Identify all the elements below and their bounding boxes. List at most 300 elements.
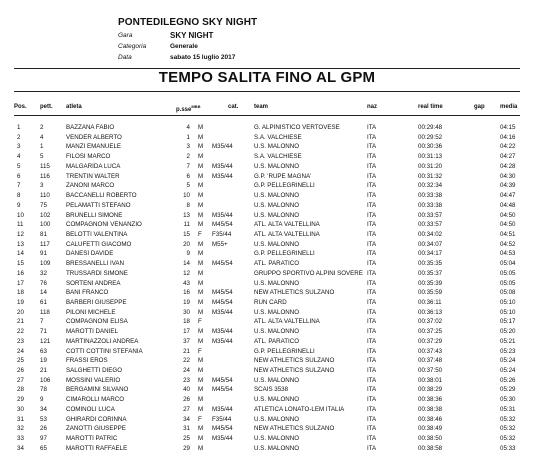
cell-pos: 20 <box>17 308 24 316</box>
cell-pos: 22 <box>17 328 24 336</box>
table-row <box>0 289 534 298</box>
cell-time: 00:37:29 <box>418 337 443 345</box>
cell-time: 00:35:59 <box>418 289 443 297</box>
cell-pos: 9 <box>17 201 21 209</box>
cell-time: 00:36:13 <box>418 308 443 316</box>
cell-pos: 23 <box>17 337 24 345</box>
cell-sex: M <box>198 192 204 199</box>
cell-atleta: MANZI EMANUELE <box>66 143 122 151</box>
cell-time: 00:38:46 <box>418 415 443 423</box>
cell-media: 05:10 <box>500 308 516 316</box>
cell-team: U.S. MALONNO <box>254 308 300 316</box>
cell-pasec: 24 <box>183 367 190 374</box>
cell-time: 00:37:02 <box>418 318 443 326</box>
cell-time: 00:33:57 <box>418 221 443 229</box>
cell-pasec: 31 <box>183 425 190 433</box>
cell-sex: M <box>198 124 204 131</box>
col-cat: cat. <box>228 104 239 110</box>
cell-naz: ITA <box>367 133 377 141</box>
cell-atleta: PILONI MICHELE <box>66 308 116 316</box>
cell-team: U.S. MALONNO <box>254 143 300 151</box>
cell-cat: M45/54 <box>212 376 233 384</box>
cell-time: 00:38:01 <box>418 376 443 384</box>
cell-pos: 11 <box>17 221 24 229</box>
cell-team: U.S. MALONNO <box>254 444 300 452</box>
cell-naz: ITA <box>367 328 377 336</box>
cell-atleta: BANI FRANCO <box>66 289 109 297</box>
cell-pett: 116 <box>40 172 50 180</box>
date-label: Data <box>118 54 132 61</box>
cell-naz: ITA <box>367 250 377 258</box>
cell-pett: 63 <box>40 347 47 355</box>
cell-pett: 7 <box>40 318 44 326</box>
cell-team: ATL. PARATICO <box>254 337 300 345</box>
cell-atleta: BRUNELLI SIMONE <box>66 211 123 219</box>
cell-pos: 31 <box>17 415 24 423</box>
cell-cat: M35/44 <box>212 172 233 180</box>
cell-pos: 14 <box>17 250 24 258</box>
event-title: PONTEDILEGNO SKY NIGHT <box>118 17 258 28</box>
cell-team: NEW ATHLETICS SULZANO <box>254 289 335 297</box>
table-row <box>0 143 534 152</box>
cell-time: 00:37:25 <box>418 328 443 336</box>
cell-sex: M <box>198 425 204 433</box>
col-atleta: atleta <box>66 104 82 110</box>
cell-media: 04:16 <box>500 133 516 141</box>
cell-pasec: 18 <box>183 318 190 326</box>
cell-atleta: SALGHETTI DIEGO <box>66 367 123 374</box>
cell-pasec: 19 <box>183 299 190 306</box>
cell-time: 00:34:02 <box>418 230 443 238</box>
cell-media: 05:26 <box>500 376 516 384</box>
cell-pasec: 34 <box>183 415 190 423</box>
cell-team: U.S. MALONNO <box>254 435 300 442</box>
cell-cat: M35/44 <box>212 308 233 316</box>
col-pett: pett. <box>40 104 53 110</box>
cell-pasec: 30 <box>183 308 190 316</box>
cell-pasec: 2 <box>186 153 190 161</box>
cell-media: 04:15 <box>500 124 516 131</box>
cell-atleta: CIMAROLLI MARCO <box>66 396 125 404</box>
cell-atleta: COMPAGNONI VENANZIO <box>66 221 142 229</box>
cell-naz: ITA <box>367 425 377 433</box>
cell-pasec: 3 <box>186 143 190 151</box>
cell-time: 00:33:38 <box>418 201 443 209</box>
cell-naz: ITA <box>367 415 377 423</box>
page-title: TEMPO SALITA FINO AL GPM <box>158 69 376 86</box>
col-naz: naz <box>367 104 378 110</box>
cell-pett: 76 <box>40 279 47 287</box>
col-pasec <box>176 104 200 113</box>
cell-naz: ITA <box>367 124 377 131</box>
table-row <box>0 416 534 425</box>
cell-time: 00:33:57 <box>418 211 443 219</box>
cell-cat: M35/44 <box>212 143 233 151</box>
cell-sex: F <box>198 318 202 326</box>
cell-time: 00:37:50 <box>418 367 443 374</box>
cell-cat: M45/54 <box>212 289 233 297</box>
col-pasec-label: p.sse <box>176 107 192 113</box>
cell-pos: 19 <box>17 299 24 306</box>
cell-team: U.S. MALONNO <box>254 201 300 209</box>
cell-naz: ITA <box>367 143 377 151</box>
cell-pasec: 22 <box>183 357 190 365</box>
cell-pos: 18 <box>17 289 24 297</box>
cell-naz: ITA <box>367 201 377 209</box>
cell-atleta: BERGAMINI SILVANO <box>66 386 129 394</box>
cell-sex: M <box>198 405 204 413</box>
cell-pos: 7 <box>17 182 21 190</box>
cell-media: 04:27 <box>500 153 516 161</box>
cell-cat: F35/44 <box>212 230 232 238</box>
cell-sex: M <box>198 357 204 365</box>
cell-team: SCAIS 3538 <box>254 386 289 394</box>
cell-sex: M <box>198 211 204 219</box>
cell-naz: ITA <box>367 192 377 199</box>
cell-sex: M <box>198 308 204 316</box>
cell-team: G.P. PELLEGRINELLI <box>254 347 315 355</box>
table-row <box>0 299 534 308</box>
cell-team: ATL. ALTA VALTELLINA <box>254 318 320 326</box>
cell-cat: M35/44 <box>212 328 233 336</box>
cell-time: 00:29:52 <box>418 133 443 141</box>
cell-naz: ITA <box>367 221 377 229</box>
cell-team: G. ALPINISTICO VERTOVESE <box>254 124 340 131</box>
cell-time: 00:32:34 <box>418 182 443 190</box>
cell-media: 05:30 <box>500 396 516 404</box>
cell-pos: 25 <box>17 357 24 365</box>
cell-pasec: 16 <box>183 289 190 297</box>
cell-pasec: 27 <box>183 405 190 413</box>
table-row <box>0 153 534 162</box>
cell-atleta: GHIRARDI CORINNA <box>66 415 127 423</box>
cell-cat: M45/54 <box>212 386 233 394</box>
cell-team: U.S. MALONNO <box>254 396 300 404</box>
cell-atleta: COTTI COTTINI STEFANIA <box>66 347 143 355</box>
cell-sex: M <box>198 221 204 229</box>
cell-pett: 110 <box>40 192 50 199</box>
cell-pett: 61 <box>40 299 47 306</box>
cell-media: 04:53 <box>500 250 516 258</box>
cell-media: 04:47 <box>500 192 516 199</box>
cell-pett: 118 <box>40 308 50 316</box>
table-row <box>0 386 534 395</box>
cell-pos: 10 <box>17 211 24 219</box>
header-divider <box>14 115 520 116</box>
cell-media: 05:20 <box>500 328 516 336</box>
cell-sex: M <box>198 444 204 452</box>
cell-team: ATLETICA LONATO-LEM ITALIA <box>254 405 345 413</box>
cell-pett: 71 <box>40 328 47 336</box>
cell-atleta: COMPAGNONI ELISA <box>66 318 128 326</box>
cell-sex: M <box>198 153 204 161</box>
table-row <box>0 212 534 221</box>
cell-pos: 13 <box>17 240 24 248</box>
cell-pett: 75 <box>40 201 47 209</box>
cell-team: U.S. MALONNO <box>254 415 300 423</box>
cell-cat: F35/44 <box>212 415 232 423</box>
cell-media: 05:17 <box>500 318 516 326</box>
cell-media: 05:33 <box>500 444 516 452</box>
cell-naz: ITA <box>367 269 377 277</box>
title-divider <box>14 91 520 92</box>
cell-naz: ITA <box>367 162 377 170</box>
cell-cat: M55+ <box>212 240 228 248</box>
cell-media: 05:10 <box>500 299 516 306</box>
cell-atleta: BACCANELLI ROBERTO <box>66 192 137 199</box>
cell-naz: ITA <box>367 299 377 306</box>
cell-pasec: 9 <box>186 250 190 258</box>
cell-team: NEW ATHLETICS SULZANO <box>254 367 335 374</box>
cell-time: 00:38:49 <box>418 425 443 433</box>
cell-time: 00:37:48 <box>418 357 443 365</box>
cell-sex: M <box>198 299 204 306</box>
cell-naz: ITA <box>367 386 377 394</box>
cell-time: 00:30:36 <box>418 143 443 151</box>
table-row <box>0 134 534 143</box>
cell-pett: 121 <box>40 337 51 345</box>
cell-pos: 24 <box>17 347 24 355</box>
cell-sex: M <box>198 367 204 374</box>
table-row <box>0 445 534 454</box>
cell-naz: ITA <box>367 182 377 190</box>
table-row <box>0 318 534 327</box>
table-row <box>0 231 534 240</box>
table-row <box>0 425 534 434</box>
cell-media: 04:51 <box>500 230 516 238</box>
cell-atleta: VENDER ALBERTO <box>66 133 122 141</box>
cell-pett: 53 <box>40 415 47 423</box>
cell-cat: M35/44 <box>212 211 233 219</box>
cell-atleta: DANESI DAVIDE <box>66 250 114 258</box>
cell-media: 05:32 <box>500 415 516 423</box>
cell-media: 05:05 <box>500 269 516 277</box>
cell-pos: 3 <box>17 143 21 151</box>
cell-sex: M <box>198 396 204 404</box>
cell-pos: 2 <box>17 133 21 141</box>
cell-pasec: 8 <box>186 201 190 209</box>
cell-pos: 17 <box>17 279 24 287</box>
cell-pos: 12 <box>17 230 24 238</box>
cell-naz: ITA <box>367 396 377 404</box>
cell-pasec: 40 <box>183 386 190 394</box>
cell-media: 05:05 <box>500 279 516 287</box>
cell-media: 04:28 <box>500 162 516 170</box>
cell-cat: M45/54 <box>212 221 233 229</box>
cell-time: 00:31:13 <box>418 153 443 161</box>
cell-atleta: MAROTTI PATRIC <box>66 435 118 442</box>
table-row <box>0 338 534 347</box>
cell-sex: F <box>198 230 202 238</box>
cell-time: 00:34:17 <box>418 250 443 258</box>
cell-atleta: ZANONI MARCO <box>66 182 115 190</box>
cell-naz: ITA <box>367 357 377 365</box>
table-row <box>0 406 534 415</box>
cell-naz: ITA <box>367 337 377 345</box>
cell-atleta: MALGARIDA LUCA <box>66 162 121 170</box>
cell-naz: ITA <box>367 367 377 374</box>
cell-media: 04:50 <box>500 211 516 219</box>
cell-time: 00:29:48 <box>418 124 443 131</box>
cell-sex: M <box>198 143 204 151</box>
cell-pasec: 21 <box>183 347 190 355</box>
cell-pasec: 26 <box>183 396 190 404</box>
cell-pett: 106 <box>40 376 51 384</box>
cell-pett: 4 <box>40 133 44 141</box>
cell-pett: 97 <box>40 435 47 442</box>
cell-time: 00:31:32 <box>418 172 443 180</box>
cell-team: U.S. MALONNO <box>254 192 300 199</box>
cell-atleta: MAROTTI DANIEL <box>66 328 118 336</box>
cell-pos: 26 <box>17 367 24 374</box>
cell-pett: 81 <box>40 230 47 238</box>
cell-team: GRUPPO SPORTIVO ALPINI SOVERE <box>254 269 363 277</box>
cell-atleta: BELOTTI VALENTINA <box>66 230 128 238</box>
cell-team: G.P. PELLEGRINELLI <box>254 250 315 258</box>
cell-pos: 21 <box>17 318 24 326</box>
cell-pett: 2 <box>40 124 44 131</box>
cell-sex: M <box>198 240 204 248</box>
cell-naz: ITA <box>367 318 377 326</box>
cell-pett: 32 <box>40 269 47 277</box>
cell-media: 04:30 <box>500 172 516 180</box>
cell-team: U.S. MALONNO <box>254 162 300 170</box>
cell-pett: 5 <box>40 153 44 161</box>
cell-pos: 30 <box>17 405 24 413</box>
cell-time: 00:38:38 <box>418 405 443 413</box>
cell-media: 05:21 <box>500 337 516 345</box>
cell-time: 00:38:50 <box>418 435 443 442</box>
cell-atleta: PELAMATTI STEFANO <box>66 201 131 209</box>
cell-sex: M <box>198 289 204 297</box>
cell-pos: 33 <box>17 435 24 442</box>
cell-naz: ITA <box>367 435 377 442</box>
table-row <box>0 280 534 289</box>
col-real-time: real time <box>418 104 443 110</box>
table-row <box>0 309 534 318</box>
cell-sex: M <box>198 260 204 268</box>
cell-atleta: TRUSSARDI SIMONE <box>66 269 128 277</box>
cell-pos: 4 <box>17 153 21 161</box>
cell-pasec: 6 <box>186 172 190 180</box>
cell-media: 05:32 <box>500 435 516 442</box>
cell-pasec: 7 <box>186 162 190 170</box>
cell-cat: M45/54 <box>212 299 233 306</box>
cell-pett: 100 <box>40 221 51 229</box>
cell-team: S.A. VALCHIESE <box>254 133 302 141</box>
cell-pos: 1 <box>17 124 21 131</box>
cell-sex: M <box>198 435 204 442</box>
cell-time: 00:38:29 <box>418 386 443 394</box>
table-row <box>0 241 534 250</box>
cell-time: 00:38:58 <box>418 444 443 452</box>
cell-sex: F <box>198 415 202 423</box>
cell-naz: ITA <box>367 279 377 287</box>
cell-naz: ITA <box>367 347 377 355</box>
table-row <box>0 173 534 182</box>
cell-naz: ITA <box>367 260 377 268</box>
cell-naz: ITA <box>367 405 377 413</box>
cell-pett: 1 <box>40 143 44 151</box>
cell-pett: 34 <box>40 405 47 413</box>
cell-time: 00:35:39 <box>418 279 443 287</box>
cell-media: 05:24 <box>500 357 516 365</box>
cell-pasec: 10 <box>183 192 190 199</box>
table-row <box>0 270 534 279</box>
cell-media: 05:08 <box>500 289 516 297</box>
table-row <box>0 250 534 259</box>
cell-sex: M <box>198 386 204 394</box>
cell-pasec: 43 <box>183 279 190 287</box>
cell-pasec: 17 <box>183 328 190 336</box>
cell-atleta: COMINOLI LUCA <box>66 405 115 413</box>
cell-pos: 29 <box>17 396 24 404</box>
cell-pett: 65 <box>40 444 47 452</box>
cell-atleta: CALUFETTI GIACOMO <box>66 240 132 248</box>
cell-cat: M35/44 <box>212 337 233 345</box>
table-row <box>0 192 534 201</box>
table-row <box>0 124 534 133</box>
cell-pos: 8 <box>17 192 21 199</box>
cell-team: G.P. 'RUPE MAGNA' <box>254 172 312 180</box>
cell-pett: 3 <box>40 182 44 190</box>
cell-sex: M <box>198 250 204 258</box>
table-row <box>0 328 534 337</box>
cell-media: 05:31 <box>500 405 516 413</box>
cell-naz: ITA <box>367 308 377 316</box>
cell-time: 00:35:35 <box>418 260 443 268</box>
cell-pasec: 1 <box>186 133 190 141</box>
cell-team: ATL. ALTA VALTELLINA <box>254 221 320 229</box>
cell-pett: 91 <box>40 250 47 258</box>
category-value: Generale <box>170 43 198 50</box>
cell-team: NEW ATHLETICS SULZANO <box>254 357 335 365</box>
cell-pos: 5 <box>17 162 21 170</box>
cell-naz: ITA <box>367 376 377 384</box>
cell-team: RUN CARD <box>254 299 287 306</box>
cell-time: 00:37:43 <box>418 347 443 355</box>
table-row <box>0 348 534 357</box>
cell-pos: 32 <box>17 425 24 433</box>
cell-team: U.S. MALONNO <box>254 240 300 248</box>
cell-pasec: 13 <box>183 211 190 219</box>
cell-atleta: BRESSANELLI IVAN <box>66 260 125 268</box>
cell-time: 00:35:37 <box>418 269 443 277</box>
cell-team: NEW ATHLETICS SULZANO <box>254 425 335 433</box>
cell-cat: M35/44 <box>212 435 233 442</box>
cell-sex: M <box>198 269 204 277</box>
cell-naz: ITA <box>367 153 377 161</box>
col-team: team <box>254 104 269 110</box>
cell-media: 04:48 <box>500 201 516 209</box>
table-row <box>0 377 534 386</box>
cell-sex: M <box>198 201 204 209</box>
cell-pasec: 5 <box>186 182 190 190</box>
cell-atleta: MARTINAZZOLI ANDREA <box>66 337 139 345</box>
cell-naz: ITA <box>367 230 377 238</box>
cell-time: 00:33:38 <box>418 192 443 199</box>
cell-pett: 21 <box>40 367 47 374</box>
cell-pasec: 14 <box>183 260 190 268</box>
cell-team: U.S. MALONNO <box>254 376 300 384</box>
cell-sex: M <box>198 182 204 190</box>
cell-pos: 28 <box>17 386 24 394</box>
table-row <box>0 435 534 444</box>
category-label: Categoria <box>118 43 147 50</box>
cell-sex: M <box>198 279 204 287</box>
cell-sex: M <box>198 328 204 336</box>
cell-sex: M <box>198 162 204 170</box>
